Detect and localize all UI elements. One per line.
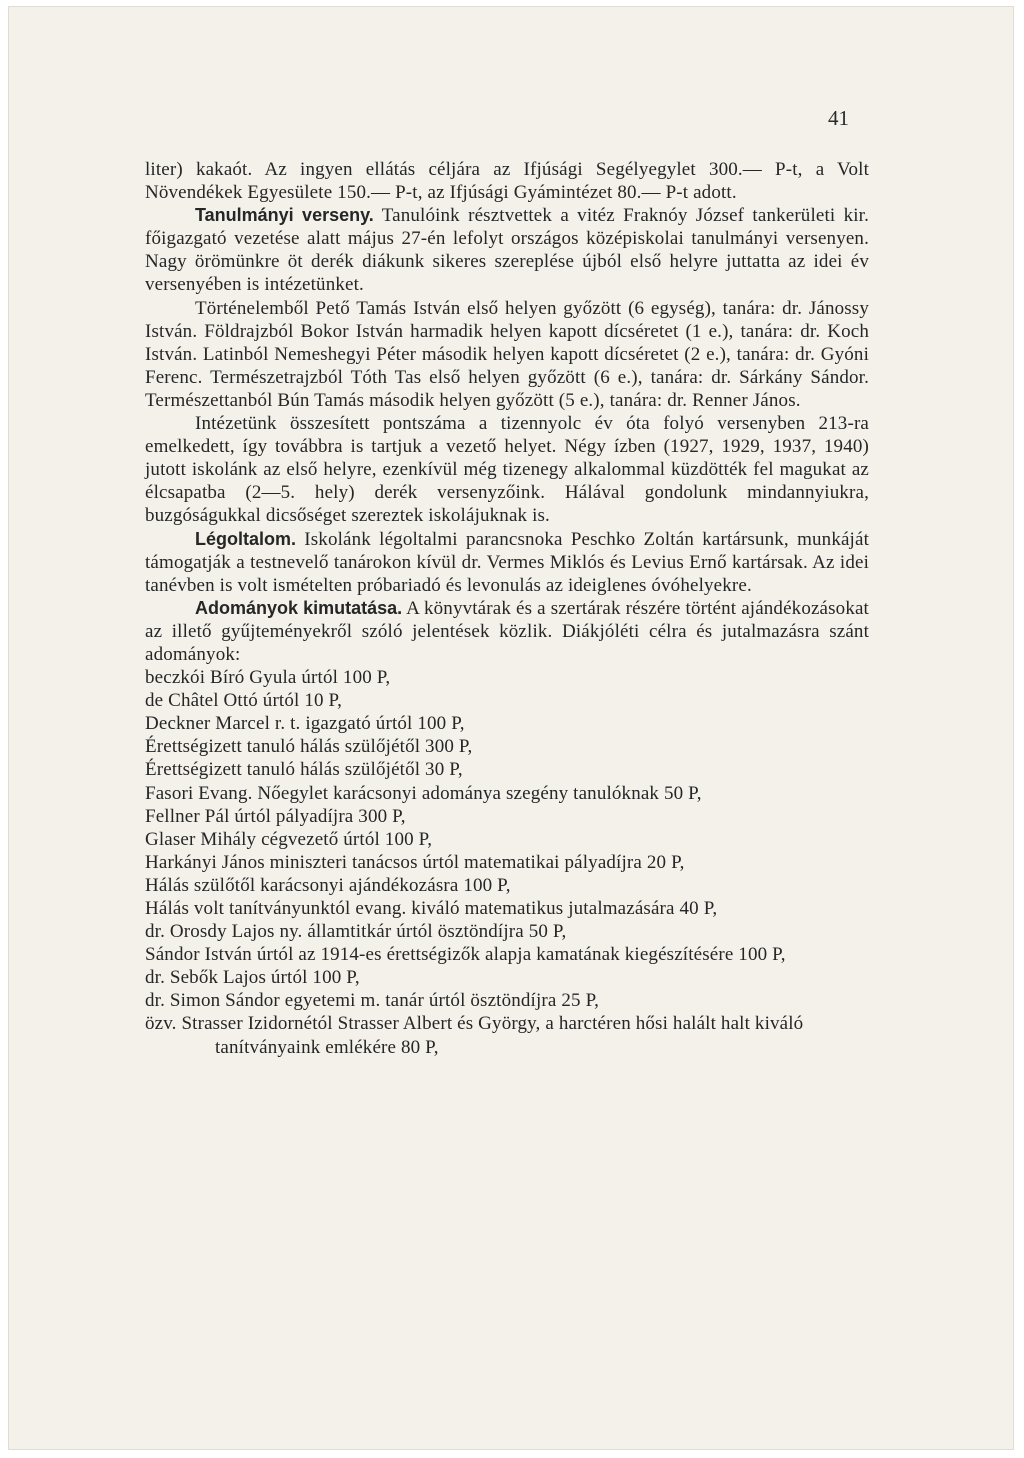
- list-item: dr. Orosdy Lajos ny. államtitkár úrtól ösztöndíjra 50 P,: [145, 921, 567, 943]
- list-item: Fellner Pál úrtól pályadíjra 300 P,: [145, 805, 406, 827]
- paragraph-competition-text: Tanulóink résztvettek a vitéz Fraknóy József tankerületi kir. főigazgató vezetése alatt május 27-én lefolyt országos középiskolai tanulmányi versenyen. Nagy örömünkre öt derék diákunk sikeres szereplése újból első helyre juttatta az idei év versenyében is intézetünket.: [145, 205, 869, 296]
- section-heading-donations: Adományok kimutatása.: [195, 597, 403, 618]
- list-item: Harkányi János miniszteri tanácsos úrtól matematikai pályadíjra 20 P,: [145, 851, 685, 873]
- list-item: Hálás volt tanítványunktól evang. kiváló matematikus jutalmazására 40 P,: [145, 898, 718, 919]
- list-item: Hálás szülőtől karácsonyi ajándékozásra 100 P,: [145, 874, 511, 896]
- list-item: dr. Simon Sándor egyetemi m. tanár úrtól ösztöndíjra 25 P,: [145, 990, 600, 1012]
- page-number: 41: [828, 106, 849, 130]
- list-item: Érettségizett tanuló hálás szülőjétől 300 P,: [145, 736, 473, 758]
- list-item: Sándor István úrtól az 1914-es érettségizők alapja kamatának kiegészítésére 100 P,: [145, 944, 786, 966]
- paragraph-competition: [145, 204, 869, 296]
- document-page: [8, 6, 1014, 1450]
- paragraph-support: liter) kakaót. Az ingyen ellátás céljára az Ifjúsági Segélyegylet 300.— P-t, a Volt Növendékek Egyesülete 150.— P-t, az Ifjúsági Gyámintézet 80.— P-t adott.: [145, 159, 869, 204]
- list-item: özv. Strasser Izidornétól Strasser Albert és György, a harctéren hősi halált halt kiváló tanítványaink emlékére 80 P,: [145, 1013, 804, 1058]
- paragraph-donations-text: A könyvtárak és a szertárak részére történt ajándékozásokat az illető gyűjteményekről szóló jelentések közlik. Diákjóléti célra és jutalmazásra szánt adományok:: [145, 597, 869, 665]
- list-item: Fasori Evang. Nőegylet karácsonyi adománya szegény tanulóknak 50 P,: [145, 782, 702, 804]
- paragraph-air-defense-text: Iskolánk légoltalmi parancsnoka Peschko Zoltán kartársunk, munkáját támogatják a testnevelő tanárokon kívül dr. Vermes Miklós és Levius Ernő kartársak. Az idei tanévben is volt ismételten próbariadó és levonulás az ideiglenes óvóhelyekre.: [145, 528, 869, 596]
- body-text: [145, 158, 869, 1059]
- donation-list: [145, 666, 869, 1059]
- section-heading-competition: Tanulmányi verseny.: [195, 205, 374, 226]
- paragraph-air-defense: [145, 528, 869, 597]
- list-item: dr. Sebők Lajos úrtól 100 P,: [145, 967, 360, 989]
- paragraph-score: Intézetünk összesített pontszáma a tizennyolc év óta folyó versenyben 213-ra emelkedett, így továbbra is tartjuk a vezető helyet. Négy ízben (1927, 1929, 1937, 1940) jutott iskolánk az első helyre, ezenkívül még tizenegy alkalommal küzdötték fel magukat az élcsapatba (2—5. hely) derék versenyzőink. Hálával gondolunk mindannyiukra, buzgóságukkal dicsőséget szereztek iskolájuknak is.: [145, 413, 869, 527]
- list-item: Deckner Marcel r. t. igazgató úrtól 100 P,: [145, 713, 465, 735]
- paragraph-results: Történelemből Pető Tamás István első helyen győzött (6 egység), tanára: dr. Jánossy István. Földrajzból Bokor István harmadik helyen kapott dícséretet (1 e.), tanára: dr. Koch István. Latinból Nemeshegyi Péter második helyen kapott dícséretet (2 e.), tanára: dr. Gyóni Ferenc. Természetrajzból Tóth Tas első helyen győzött (6 e.), tanára: dr. Sárkány Sándor. Természettanból Bún Tamás második helyen győzött (5 e.), tanára: dr. Renner János.: [145, 297, 869, 411]
- list-item: Glaser Mihály cégvezető úrtól 100 P,: [145, 828, 433, 850]
- paragraph-donations: [145, 597, 869, 666]
- list-item: Érettségizett tanuló hálás szülőjétől 30 P,: [145, 759, 463, 781]
- list-item: beczkói Bíró Gyula úrtól 100 P,: [145, 667, 391, 689]
- section-heading-air-defense: Légoltalom.: [195, 528, 297, 549]
- list-item: de Châtel Ottó úrtól 10 P,: [145, 690, 343, 712]
